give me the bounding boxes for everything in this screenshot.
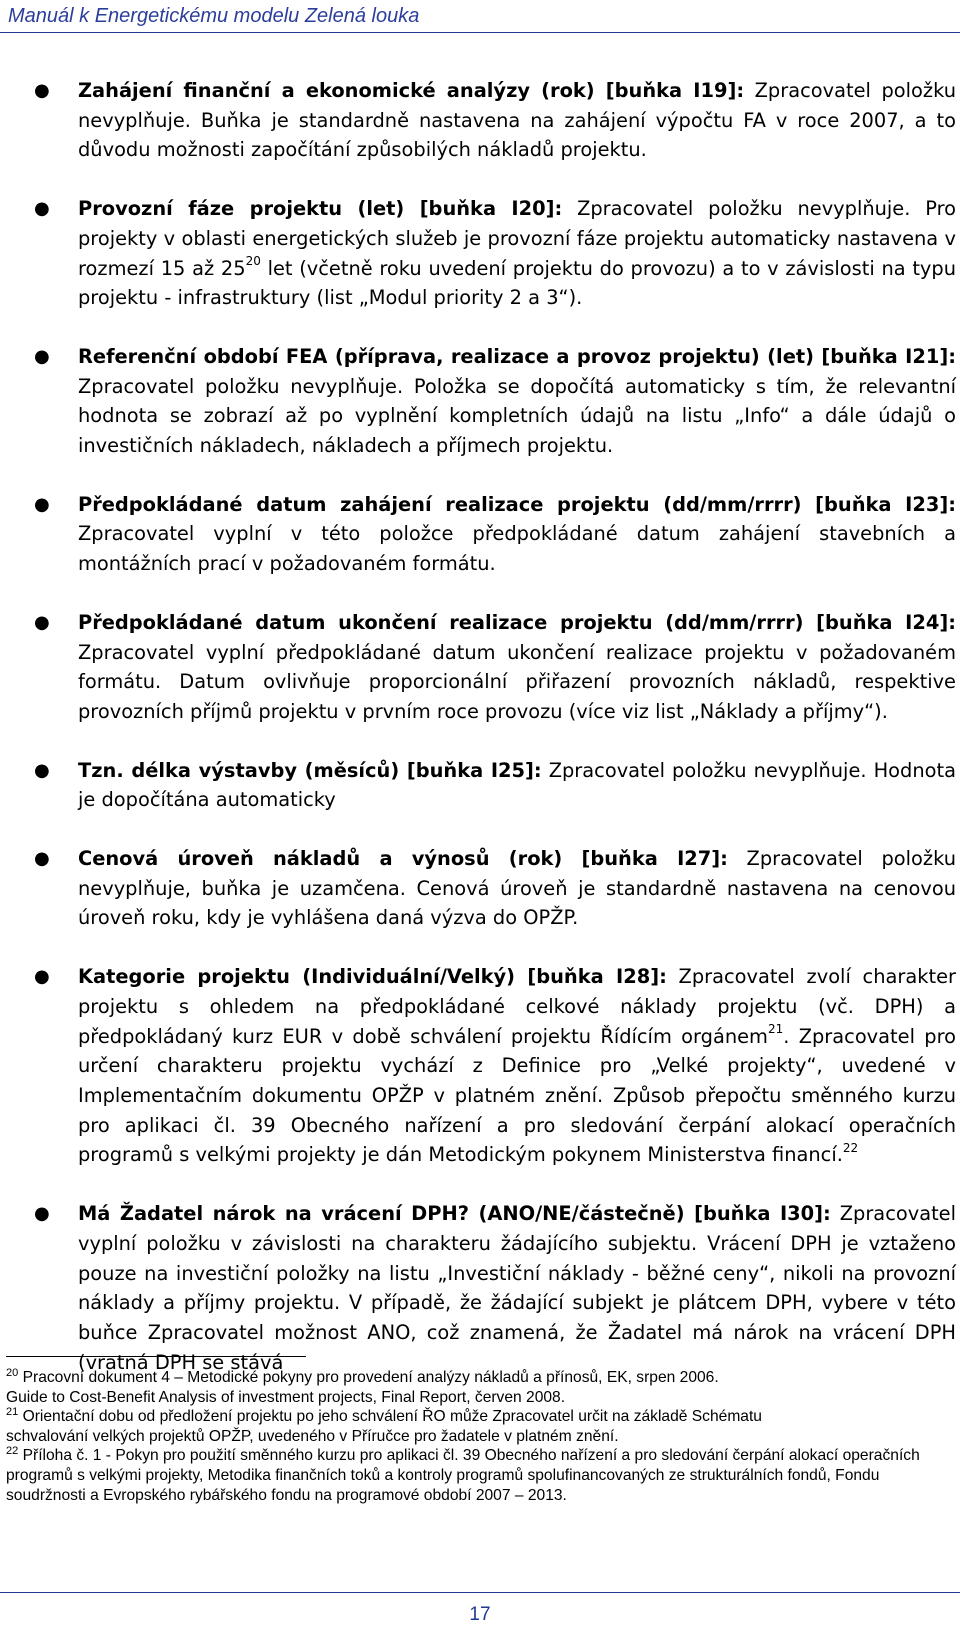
item-text: Zpracovatel položku nevyplňuje, buňka je uzamčena. Cenová úroveň je standardně nastavena na cenovou úroveň roku, kdy je vyhlášena daná výzva do OPŽP. xyxy=(78,847,956,930)
list-item xyxy=(32,844,956,933)
item-term: Provozní fáze projektu (let) [buňka I20]: xyxy=(78,197,563,221)
item-text: Zpracovatel vyplní předpokládané datum ukončení realizace projektu v požadovaném formátu. Datum ovlivňuje proporcionální přiřazení provozních nákladů, respektive provozních příjmů projektu v prvním roce provozu (více viz list „Náklady a příjmy“). xyxy=(78,640,956,723)
list-item xyxy=(32,490,956,579)
list-item xyxy=(32,962,956,1170)
item-term: Tzn. délka výstavby (měsíců) [buňka I25]: xyxy=(78,758,542,782)
list-item xyxy=(32,756,956,815)
footnote-ref: 20 xyxy=(245,254,261,269)
footnote-text: Orientační dobu od předložení projektu po jeho schválení ŘO může Zpracovatel určit na základě Schématu xyxy=(22,1408,762,1426)
item-text: Zpracovatel položku nevyplňuje. Položka se dopočítá automaticky s tím, že relevantní hodnota se zobrazí až po vyplnění kompletních údajů na listu „Info“ a dále údajů o investičních nákladech, nákladech a příjmech projektu. xyxy=(78,374,956,458)
item-text: Zpracovatel vyplní položku v závislosti na charakteru žádajícího subjektu. Vrácení DPH je vztaženo pouze na investiční položky na listu „Investiční náklady - běžné ceny“, nikoli na provozní náklady a příjmy projektu. V případě, že žádající subjekt je plátcem DPH, vybere v této buňce Zpracovatel možnost ANO, což znamená, že Žadatel má nárok na vrácení DPH (vratná DPH se stává xyxy=(78,1202,956,1374)
item-text-cont: let (včetně roku uvedení projektu do provozu) a to v závislosti na typu projektu - infrastruktury (list „Modul priority 2 a 3“). xyxy=(78,256,957,310)
item-term: Předpokládané datum zahájení realizace projektu (dd/mm/rrrr) [buňka I23]: xyxy=(78,492,956,516)
footnote-text: Příloha č. 1 - Pokyn pro použití směnného kurzu pro aplikaci čl. 39 Obecného nařízení a pro sledování čerpání alokací operačních programů s velkými projekty, Metodika finančních toků a kontroly programů spolufinancovaných ze strukturálních fondů, Fondu soudržnosti a Evropského rybářského fondu na programové období 2007 – 2013. xyxy=(6,1447,920,1504)
item-text: Zpracovatel položku nevyplňuje. Hodnota je dopočítána automaticky xyxy=(78,758,956,812)
header-title: Manuál k Energetickému modelu Zelená louka xyxy=(8,5,420,27)
bullet-icon: ● xyxy=(34,759,50,781)
page-number: 17 xyxy=(469,1604,491,1625)
item-term: Kategorie projektu (Individuální/Velký) [buňka I28]: xyxy=(78,965,667,989)
list-item xyxy=(32,342,956,461)
item-term: Předpokládané datum ukončení realizace projektu (dd/mm/rrrr) [buňka I24]: xyxy=(78,610,956,634)
list-item xyxy=(32,76,956,165)
item-text-cont: . Zpracovatel pro určení charakteru projektu vychází z Definice pro „Velké projekty“, uvedené v Implementačním dokumentu OPŽP v platném znění. Způsob přepočtu směnného kurzu pro aplikaci čl. 39 Obecného nařízení a pro sledování čerpání alokací operačních programů s velkými projekty je dán Metodickým pokynem Ministerstva financí. xyxy=(78,1024,956,1167)
footnotes xyxy=(6,1368,950,1505)
page-header xyxy=(0,0,960,33)
bullet-icon: ● xyxy=(34,198,50,220)
footnote xyxy=(6,1407,950,1446)
footnote-divider xyxy=(6,1356,306,1357)
item-term: Referenční období FEA (příprava, realizace a provoz projektu) (let) [buňka I21]: xyxy=(78,344,956,368)
footnote-text: Pracovní dokument 4 – Metodické pokyny pro provedení analýzy nákladů a přínosů, EK, srpen 2006. xyxy=(22,1369,719,1386)
bullet-icon: ● xyxy=(34,611,50,633)
bullet-icon: ● xyxy=(34,848,50,870)
footnote-number: 20 xyxy=(6,1366,19,1379)
footnote-number: 22 xyxy=(6,1445,19,1458)
bullet-icon: ● xyxy=(34,1203,50,1225)
footnote-text: schvalování velkých projektů OPŽP, uvedeného v Příručce pro žadatele v platném znění. xyxy=(6,1427,619,1445)
item-text: Zpracovatel zvolí charakter projektu s ohledem na předpokládané celkové náklady projektu (vč. DPH) a předpokládaný kurz EUR v době schválení projektu Řídícím orgánem xyxy=(78,965,956,1048)
footnote-text: Guide to Cost-Benefit Analysis of investment projects, Final Report, červen 2008. xyxy=(6,1388,566,1406)
footnote-ref: 22 xyxy=(842,1140,859,1155)
item-text: Zpracovatel položku nevyplňuje. Buňka je standardně nastavena na zahájení výpočtu FA v roce 2007, a to důvodu možnosti započítání způsobilých nákladů projektu. xyxy=(78,79,956,162)
footer-divider xyxy=(0,1592,960,1593)
item-text: Zpracovatel vyplní v této položce předpokládané datum zahájení stavebních a montážních prací v požadovaném formátu. xyxy=(78,522,956,576)
footnote-ref: 21 xyxy=(767,1022,784,1037)
item-term: Cenová úroveň nákladů a výnosů (rok) [buňka I27]: xyxy=(78,847,728,871)
bullet-icon: ● xyxy=(34,345,50,367)
item-term: Má Žadatel nárok na vrácení DPH? (ANO/NE/částečně) [buňka I30]: xyxy=(78,1202,831,1226)
main-content xyxy=(32,76,956,1406)
footnote xyxy=(6,1446,950,1505)
bullet-icon: ● xyxy=(34,966,50,988)
bullet-icon: ● xyxy=(34,493,50,515)
list-item xyxy=(32,194,956,313)
footnote-number: 21 xyxy=(6,1406,19,1418)
list-item xyxy=(32,1199,956,1377)
item-text: Zpracovatel položku nevyplňuje. Pro projekty v oblasti energetických služeb je provozní fáze projektu automaticky nastavena v rozmezí 15 až 25 xyxy=(78,197,956,280)
list-item xyxy=(32,608,956,727)
item-term: Zahájení finanční a ekonomické analýzy (rok) [buňka I19]: xyxy=(78,79,745,102)
bullet-icon: ● xyxy=(34,80,50,101)
footnote xyxy=(6,1368,950,1407)
